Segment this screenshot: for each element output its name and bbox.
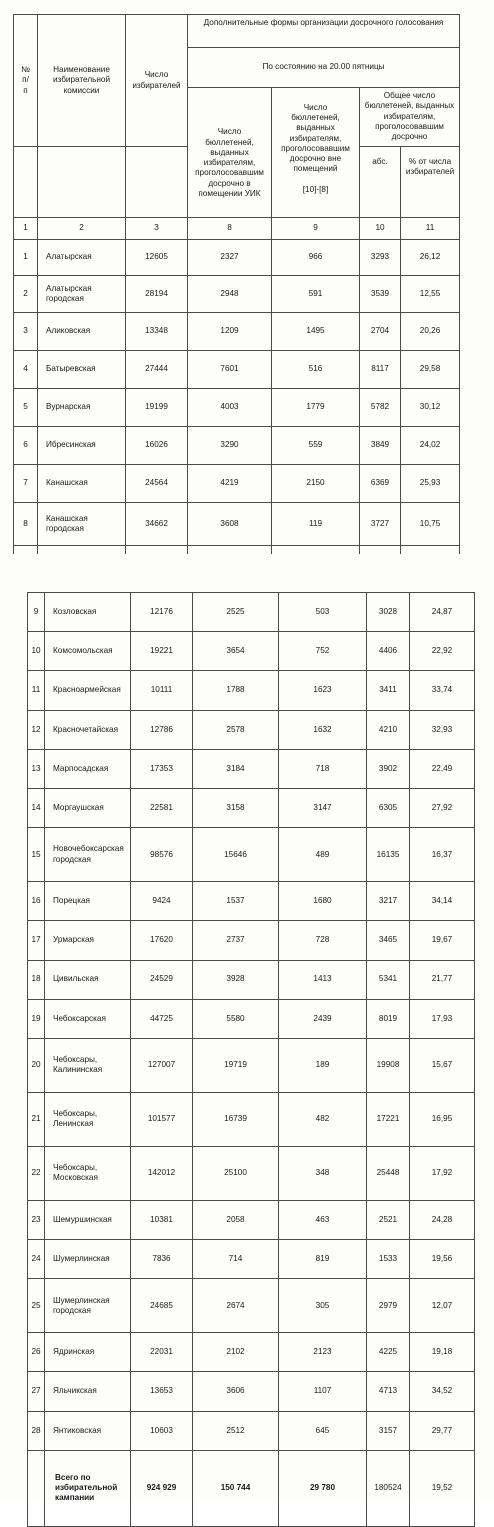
table-row xyxy=(28,710,475,749)
cell-n: 23 xyxy=(28,1200,45,1239)
cell-voters: 10111 xyxy=(131,671,193,710)
total-row xyxy=(28,1450,475,1526)
cell-voters: 24685 xyxy=(131,1279,193,1333)
table-row xyxy=(28,1146,475,1200)
table-row xyxy=(14,465,460,503)
header-col-commission-name xyxy=(38,15,126,147)
cell-abs: 4406 xyxy=(367,632,410,671)
cell-name: Урмарская xyxy=(45,921,131,960)
cell-name: Красночетайская xyxy=(45,710,131,749)
cell-uik: 1209 xyxy=(188,313,272,351)
cell-pct: 16,95 xyxy=(410,1092,475,1146)
cell-outside: 482 xyxy=(279,1092,367,1146)
table-row xyxy=(28,1411,475,1450)
cell-uik: 2674 xyxy=(193,1279,279,1333)
cell-uik: 2578 xyxy=(193,710,279,749)
gap-cell xyxy=(126,546,188,555)
cell-pct: 24,87 xyxy=(410,593,475,632)
cell-abs: 1533 xyxy=(367,1240,410,1279)
cell-n: 12 xyxy=(28,710,45,749)
cell-uik: 2512 xyxy=(193,1411,279,1450)
results-table-top xyxy=(13,14,460,554)
cell-abs: 3293 xyxy=(360,240,401,276)
cell-uik: 25100 xyxy=(193,1146,279,1200)
cell-voters: 28194 xyxy=(126,276,188,313)
cell-uik: 2058 xyxy=(193,1200,279,1239)
cell-outside: 1623 xyxy=(279,671,367,710)
cell-name: Моргаушская xyxy=(45,788,131,827)
cell-name: Чебоксары, Калининская xyxy=(45,1038,131,1092)
cell-voters: 22581 xyxy=(131,788,193,827)
cell-n: 16 xyxy=(28,882,45,921)
cell-voters: 24529 xyxy=(131,960,193,999)
cell-uik: 2327 xyxy=(188,240,272,276)
cell-uik: 2948 xyxy=(188,276,272,313)
cell-pct: 16,37 xyxy=(410,828,475,882)
cell-n: 14 xyxy=(28,788,45,827)
cell-abs: 4713 xyxy=(367,1372,410,1411)
table-row xyxy=(28,788,475,827)
column-number: 2 xyxy=(38,218,126,240)
cell-n: 2 xyxy=(14,276,38,313)
cell-outside: 2150 xyxy=(272,465,360,503)
cell-outside: 489 xyxy=(279,828,367,882)
cell-voters: 17620 xyxy=(131,921,193,960)
cell-pct: 22,49 xyxy=(410,749,475,788)
total-outside: 29 780 xyxy=(279,1450,367,1526)
cell-voters: 13348 xyxy=(126,313,188,351)
table-row xyxy=(14,389,460,427)
cell-outside: 1632 xyxy=(279,710,367,749)
cell-name: Ядринская xyxy=(45,1333,131,1372)
cell-name: Аликовская xyxy=(38,313,126,351)
results-table-bottom xyxy=(27,592,475,1527)
cell-outside: 645 xyxy=(279,1411,367,1450)
cell-uik: 4003 xyxy=(188,389,272,427)
cell-uik: 1788 xyxy=(193,671,279,710)
cell-abs: 8117 xyxy=(360,351,401,389)
cell-outside: 189 xyxy=(279,1038,367,1092)
header-col-voters-text: Число избирателей xyxy=(132,70,181,90)
cell-voters: 9424 xyxy=(131,882,193,921)
cell-uik: 3290 xyxy=(188,427,272,465)
header-col-commission-name-text: Наименование избирательной комиссии xyxy=(52,65,111,95)
table-row xyxy=(28,632,475,671)
cell-uik: 3608 xyxy=(188,503,272,546)
column-number: 11 xyxy=(401,218,460,240)
cell-uik: 15646 xyxy=(193,828,279,882)
header-group-early-voting-text: Дополнительные формы организации досрочного голосования xyxy=(203,18,444,27)
cell-n: 22 xyxy=(28,1146,45,1200)
cell-abs: 3465 xyxy=(367,921,410,960)
cell-name: Ибресинская xyxy=(38,427,126,465)
table-row xyxy=(28,749,475,788)
header-empty-2 xyxy=(38,147,126,218)
cell-pct: 12,07 xyxy=(410,1279,475,1333)
cell-name: Вурнарская xyxy=(38,389,126,427)
gap-cell xyxy=(272,546,360,555)
cell-outside: 752 xyxy=(279,632,367,671)
cell-outside: 3147 xyxy=(279,788,367,827)
cell-abs: 3902 xyxy=(367,749,410,788)
cell-pct: 25,93 xyxy=(401,465,460,503)
cell-pct: 27,92 xyxy=(410,788,475,827)
cell-abs: 4225 xyxy=(367,1333,410,1372)
cell-abs: 6305 xyxy=(367,788,410,827)
cell-name: Яльчикская xyxy=(45,1372,131,1411)
cell-outside: 2123 xyxy=(279,1333,367,1372)
cell-pct: 30,12 xyxy=(401,389,460,427)
cell-uik: 2737 xyxy=(193,921,279,960)
cell-n: 25 xyxy=(28,1279,45,1333)
cell-voters: 7836 xyxy=(131,1240,193,1279)
cell-name: Батыревская xyxy=(38,351,126,389)
cell-pct: 24,28 xyxy=(410,1200,475,1239)
cell-pct: 10,75 xyxy=(401,503,460,546)
table-row xyxy=(14,313,460,351)
cell-outside: 1495 xyxy=(272,313,360,351)
cell-name: Шумерлинская городская xyxy=(45,1279,131,1333)
cell-voters: 12786 xyxy=(131,710,193,749)
cell-uik: 2102 xyxy=(193,1333,279,1372)
cell-pct: 33,74 xyxy=(410,671,475,710)
cell-uik: 1537 xyxy=(193,882,279,921)
cell-uik: 3928 xyxy=(193,960,279,999)
cell-voters: 142012 xyxy=(131,1146,193,1200)
cell-outside: 2439 xyxy=(279,999,367,1038)
cell-name: Чебоксары, Московская xyxy=(45,1146,131,1200)
header-col-outside xyxy=(272,88,360,218)
cell-outside: 1779 xyxy=(272,389,360,427)
cell-name: Порецкая xyxy=(45,882,131,921)
cell-abs: 8019 xyxy=(367,999,410,1038)
cell-outside: 591 xyxy=(272,276,360,313)
cell-outside: 503 xyxy=(279,593,367,632)
cell-name: Янтиковская xyxy=(45,1411,131,1450)
cell-n: 15 xyxy=(28,828,45,882)
cell-uik: 5580 xyxy=(193,999,279,1038)
cell-voters: 127007 xyxy=(131,1038,193,1092)
cell-uik: 3654 xyxy=(193,632,279,671)
table-row xyxy=(28,921,475,960)
cell-voters: 16026 xyxy=(126,427,188,465)
cell-n: 6 xyxy=(14,427,38,465)
cell-abs: 2521 xyxy=(367,1200,410,1239)
column-number: 10 xyxy=(360,218,401,240)
cell-pct: 17,92 xyxy=(410,1146,475,1200)
cell-pct: 12,55 xyxy=(401,276,460,313)
header-empty-3 xyxy=(126,147,188,218)
cell-uik: 3158 xyxy=(193,788,279,827)
header-col-abs-text: абс. xyxy=(372,157,388,166)
cell-outside: 819 xyxy=(279,1240,367,1279)
cell-abs: 5341 xyxy=(367,960,410,999)
header-col-voters xyxy=(126,15,188,147)
cell-abs: 4210 xyxy=(367,710,410,749)
cell-uik: 714 xyxy=(193,1240,279,1279)
cell-n: 24 xyxy=(28,1240,45,1279)
column-number: 9 xyxy=(272,218,360,240)
table-row xyxy=(28,1333,475,1372)
cell-n: 9 xyxy=(28,593,45,632)
header-col-pct xyxy=(401,147,460,218)
cell-abs: 19908 xyxy=(367,1038,410,1092)
cell-n: 27 xyxy=(28,1372,45,1411)
cell-abs: 16135 xyxy=(367,828,410,882)
header-col-uik-text: Число бюллетеней, выданных избирателям, проголосовавшим досрочно в помещении УИК xyxy=(195,127,264,198)
cell-voters: 34662 xyxy=(126,503,188,546)
cell-n: 13 xyxy=(28,749,45,788)
cell-pct: 17,93 xyxy=(410,999,475,1038)
cell-pct: 29,77 xyxy=(410,1411,475,1450)
cell-pct: 22,92 xyxy=(410,632,475,671)
cell-abs: 2979 xyxy=(367,1279,410,1333)
cell-voters: 12605 xyxy=(126,240,188,276)
header-group-early-voting xyxy=(188,15,460,48)
table-row xyxy=(28,671,475,710)
cell-voters: 101577 xyxy=(131,1092,193,1146)
table-row xyxy=(28,1372,475,1411)
cell-outside: 305 xyxy=(279,1279,367,1333)
gap-cell xyxy=(360,546,401,555)
cell-n: 8 xyxy=(14,503,38,546)
cell-voters: 12176 xyxy=(131,593,193,632)
cell-voters: 44725 xyxy=(131,999,193,1038)
total-uik: 150 744 xyxy=(193,1450,279,1526)
cell-name: Козловская xyxy=(45,593,131,632)
cell-outside: 348 xyxy=(279,1146,367,1200)
column-number: 1 xyxy=(14,218,38,240)
table-gap-row xyxy=(14,546,460,555)
header-col-number-text: № п/ п xyxy=(21,65,30,95)
total-pct: 19,52 xyxy=(410,1450,475,1526)
table-row xyxy=(14,240,460,276)
cell-n: 3 xyxy=(14,313,38,351)
cell-name: Чебоксарская xyxy=(45,999,131,1038)
cell-voters: 19221 xyxy=(131,632,193,671)
cell-pct: 15,67 xyxy=(410,1038,475,1092)
cell-pct: 24,02 xyxy=(401,427,460,465)
cell-n: 21 xyxy=(28,1092,45,1146)
cell-n: 1 xyxy=(14,240,38,276)
header-date-title-text: По состоянию на 20.00 пятницы xyxy=(262,62,385,72)
total-abs: 180524 xyxy=(367,1450,410,1526)
cell-pct: 19,56 xyxy=(410,1240,475,1279)
table-row xyxy=(28,1038,475,1092)
cell-outside: 1107 xyxy=(279,1372,367,1411)
cell-abs: 3727 xyxy=(360,503,401,546)
cell-n: 10 xyxy=(28,632,45,671)
cell-pct: 34,52 xyxy=(410,1372,475,1411)
cell-abs: 3849 xyxy=(360,427,401,465)
cell-voters: 98576 xyxy=(131,828,193,882)
cell-name: Цивильская xyxy=(45,960,131,999)
table-row xyxy=(14,276,460,313)
total-voters: 924 929 xyxy=(131,1450,193,1526)
cell-outside: 559 xyxy=(272,427,360,465)
cell-pct: 21,77 xyxy=(410,960,475,999)
table-row xyxy=(14,351,460,389)
table-row xyxy=(28,1092,475,1146)
cell-abs: 25448 xyxy=(367,1146,410,1200)
gap-cell xyxy=(401,546,460,555)
table-row xyxy=(28,1279,475,1333)
header-col-uik xyxy=(188,88,272,218)
cell-uik: 3606 xyxy=(193,1372,279,1411)
cell-name: Чебоксары, Ленинская xyxy=(45,1092,131,1146)
cell-name: Красноармейская xyxy=(45,671,131,710)
cell-n: 5 xyxy=(14,389,38,427)
cell-pct: 20,26 xyxy=(401,313,460,351)
cell-outside: 728 xyxy=(279,921,367,960)
cell-n: 4 xyxy=(14,351,38,389)
cell-n: 28 xyxy=(28,1411,45,1450)
cell-name: Канашская xyxy=(38,465,126,503)
cell-name: Шемуршинская xyxy=(45,1200,131,1239)
cell-voters: 13653 xyxy=(131,1372,193,1411)
cell-abs: 5782 xyxy=(360,389,401,427)
cell-n: 19 xyxy=(28,999,45,1038)
header-col-total-group xyxy=(360,88,460,147)
cell-pct: 29,58 xyxy=(401,351,460,389)
gap-cell xyxy=(188,546,272,555)
header-col-pct-text: % от числа избирателей xyxy=(405,157,455,177)
cell-name: Шумерлинская xyxy=(45,1240,131,1279)
column-number: 3 xyxy=(126,218,188,240)
table-row xyxy=(28,999,475,1038)
cell-abs: 3157 xyxy=(367,1411,410,1450)
header-empty-1 xyxy=(14,147,38,218)
cell-outside: 1413 xyxy=(279,960,367,999)
table-row xyxy=(28,1200,475,1239)
header-col-number xyxy=(14,15,38,147)
header-col-outside-text: Число бюллетеней, выданных избирателям, проголосовавшим досрочно вне помещений [10]-[8] xyxy=(281,102,350,194)
table-row xyxy=(14,427,460,465)
cell-name: Алатырская городская xyxy=(38,276,126,313)
cell-abs: 3217 xyxy=(367,882,410,921)
cell-outside: 718 xyxy=(279,749,367,788)
cell-n: 26 xyxy=(28,1333,45,1372)
table-row xyxy=(28,960,475,999)
cell-name: Канашская городская xyxy=(38,503,126,546)
column-number: 8 xyxy=(188,218,272,240)
table-row xyxy=(14,503,460,546)
cell-voters: 27444 xyxy=(126,351,188,389)
cell-n: 11 xyxy=(28,671,45,710)
cell-n: 20 xyxy=(28,1038,45,1092)
header-col-total-group-text: Общее число бюллетеней, выданных избирателям, проголосовавшим досрочно xyxy=(364,91,455,141)
cell-abs: 3028 xyxy=(367,593,410,632)
table-row xyxy=(28,593,475,632)
cell-voters: 19199 xyxy=(126,389,188,427)
cell-name: Алатырская xyxy=(38,240,126,276)
cell-outside: 119 xyxy=(272,503,360,546)
cell-name: Новочебоксарская городская xyxy=(45,828,131,882)
cell-voters: 10381 xyxy=(131,1200,193,1239)
column-number-row xyxy=(14,218,460,240)
cell-uik: 19719 xyxy=(193,1038,279,1092)
cell-uik: 16739 xyxy=(193,1092,279,1146)
table-row xyxy=(28,828,475,882)
cell-pct: 19,67 xyxy=(410,921,475,960)
total-label: Всего по избирательной кампании xyxy=(45,1450,131,1526)
cell-uik: 7601 xyxy=(188,351,272,389)
table-row xyxy=(28,882,475,921)
header-date-title xyxy=(188,48,460,88)
total-number-cell xyxy=(28,1450,45,1526)
cell-uik: 3184 xyxy=(193,749,279,788)
cell-pct: 26,12 xyxy=(401,240,460,276)
cell-voters: 24564 xyxy=(126,465,188,503)
cell-abs: 3539 xyxy=(360,276,401,313)
table-row xyxy=(28,1240,475,1279)
cell-outside: 516 xyxy=(272,351,360,389)
cell-name: Марпосадская xyxy=(45,749,131,788)
cell-n: 17 xyxy=(28,921,45,960)
cell-n: 7 xyxy=(14,465,38,503)
cell-abs: 3411 xyxy=(367,671,410,710)
cell-pct: 34,14 xyxy=(410,882,475,921)
cell-uik: 2525 xyxy=(193,593,279,632)
cell-outside: 463 xyxy=(279,1200,367,1239)
cell-uik: 4219 xyxy=(188,465,272,503)
cell-pct: 19,18 xyxy=(410,1333,475,1372)
cell-n: 18 xyxy=(28,960,45,999)
cell-outside: 1680 xyxy=(279,882,367,921)
cell-abs: 6369 xyxy=(360,465,401,503)
cell-voters: 22031 xyxy=(131,1333,193,1372)
gap-cell xyxy=(14,546,38,555)
cell-voters: 17353 xyxy=(131,749,193,788)
cell-abs: 2704 xyxy=(360,313,401,351)
header-col-abs xyxy=(360,147,401,218)
cell-name: Комсомольская xyxy=(45,632,131,671)
cell-pct: 32,93 xyxy=(410,710,475,749)
cell-outside: 966 xyxy=(272,240,360,276)
cell-voters: 10603 xyxy=(131,1411,193,1450)
gap-cell xyxy=(38,546,126,555)
cell-abs: 17221 xyxy=(367,1092,410,1146)
